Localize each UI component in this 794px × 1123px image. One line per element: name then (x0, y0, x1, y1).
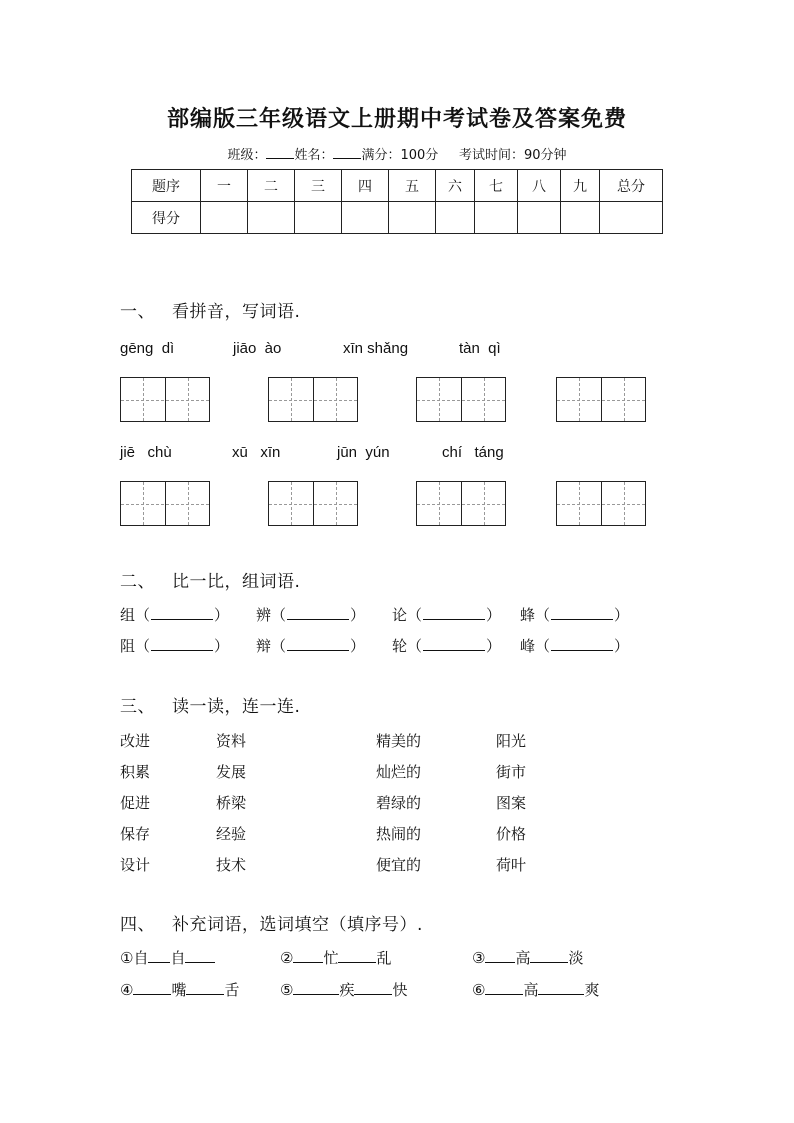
answer-blank[interactable] (423, 636, 485, 651)
pinyin-label: gēng dì (120, 340, 175, 357)
connect-word[interactable]: 技术 (216, 856, 247, 874)
writing-grid[interactable] (120, 481, 210, 526)
connect-word[interactable]: 价格 (496, 825, 527, 843)
fill-word: ⑤ 疾 快 (280, 981, 408, 999)
section-1-heading (120, 297, 300, 322)
answer-blank[interactable] (133, 980, 171, 995)
connect-word[interactable]: 热闹的 (376, 825, 422, 843)
connect-word[interactable]: 便宜的 (376, 856, 422, 874)
name-blank (333, 146, 361, 159)
score-cell[interactable] (248, 202, 295, 234)
score-cell[interactable] (201, 202, 248, 234)
pinyin-label: jūn yún (337, 444, 390, 461)
writing-grid[interactable] (268, 481, 358, 526)
answer-blank[interactable] (287, 636, 349, 651)
header-cell: 八 (518, 170, 561, 202)
section-title: 看拼音，写词语. (172, 302, 301, 322)
connect-word[interactable]: 促进 (120, 794, 151, 812)
connect-word[interactable]: 设计 (120, 856, 151, 874)
header-cell: 七 (475, 170, 518, 202)
full-score: 满分：100分 (361, 148, 439, 163)
compare-item: 峰（ ） (520, 637, 630, 655)
connect-word[interactable]: 桥梁 (216, 794, 247, 812)
answer-blank[interactable] (530, 948, 568, 963)
class-label: 班级： (227, 148, 267, 163)
answer-blank[interactable] (551, 636, 613, 651)
answer-blank[interactable] (538, 980, 584, 995)
header-cell: 题序 (132, 170, 201, 202)
connect-word[interactable]: 发展 (216, 763, 247, 781)
answer-blank[interactable] (151, 636, 213, 651)
score-value-row (132, 202, 663, 234)
answer-blank[interactable] (185, 948, 215, 963)
writing-grid[interactable] (416, 377, 506, 422)
answer-blank[interactable] (354, 980, 392, 995)
header-cell: 一 (201, 170, 248, 202)
writing-grid[interactable] (416, 481, 506, 526)
pinyin-label: chí táng (442, 444, 504, 461)
header-cell: 二 (248, 170, 295, 202)
section-3-heading (120, 692, 300, 717)
pinyin-label: xīn shǎng (343, 340, 409, 357)
section-number: 三、 (120, 697, 155, 717)
connect-word[interactable]: 保存 (120, 825, 151, 843)
connect-word[interactable]: 街市 (496, 763, 527, 781)
section-title: 补充词语，选词填空（填序号）. (172, 915, 423, 935)
exam-info (0, 144, 794, 163)
score-header-row (132, 170, 663, 202)
score-table (131, 169, 663, 234)
connect-word[interactable]: 经验 (216, 825, 247, 843)
answer-blank[interactable] (293, 980, 339, 995)
section-number: 一、 (120, 302, 155, 322)
score-cell[interactable] (600, 202, 663, 234)
section-title: 比一比，组词语. (172, 572, 301, 592)
compare-item: 论（ ） (392, 606, 502, 624)
header-cell: 五 (389, 170, 436, 202)
score-cell[interactable] (475, 202, 518, 234)
header-cell: 九 (561, 170, 600, 202)
connect-word[interactable]: 阳光 (496, 732, 527, 750)
answer-blank[interactable] (287, 605, 349, 620)
connect-word[interactable]: 资料 (216, 732, 247, 750)
section-4-heading (120, 910, 423, 935)
score-cell[interactable] (389, 202, 436, 234)
fill-word: ⑥ 高 爽 (472, 981, 600, 999)
score-cell[interactable] (561, 202, 600, 234)
compare-item: 阻（ ） (120, 637, 230, 655)
answer-blank[interactable] (151, 605, 213, 620)
header-cell: 三 (295, 170, 342, 202)
writing-grid[interactable] (556, 377, 646, 422)
compare-item: 轮（ ） (392, 637, 502, 655)
answer-blank[interactable] (551, 605, 613, 620)
answer-blank[interactable] (186, 980, 224, 995)
section-2-heading (120, 567, 300, 592)
pinyin-label: xū xīn (232, 444, 281, 461)
compare-item: 组（ ） (120, 606, 230, 624)
answer-blank[interactable] (485, 948, 515, 963)
name-label: 姓名： (294, 148, 334, 163)
compare-item: 辩（ ） (256, 637, 366, 655)
answer-blank[interactable] (293, 948, 323, 963)
connect-word[interactable]: 碧绿的 (376, 794, 422, 812)
pinyin-label: jiāo ào (233, 340, 282, 357)
section-number: 二、 (120, 572, 155, 592)
fill-word: ③ 高 淡 (472, 949, 584, 967)
pinyin-label: tàn qì (459, 340, 501, 357)
section-title: 读一读，连一连. (172, 697, 301, 717)
answer-blank[interactable] (148, 948, 170, 963)
section-number: 四、 (120, 915, 155, 935)
fill-word: ② 忙 乱 (280, 949, 392, 967)
score-cell[interactable] (518, 202, 561, 234)
score-cell[interactable] (436, 202, 475, 234)
score-cell[interactable] (295, 202, 342, 234)
connect-word[interactable]: 积累 (120, 763, 151, 781)
writing-grid[interactable] (556, 481, 646, 526)
fill-word: ①自 自 (120, 947, 215, 968)
header-cell: 四 (342, 170, 389, 202)
writing-grid[interactable] (268, 377, 358, 422)
connect-word[interactable]: 图案 (496, 794, 527, 812)
class-blank (266, 146, 294, 159)
answer-blank[interactable] (338, 948, 376, 963)
connect-word[interactable]: 灿烂的 (376, 763, 422, 781)
writing-grid[interactable] (120, 377, 210, 422)
header-cell: 六 (436, 170, 475, 202)
compare-item: 蜂（ ） (520, 606, 630, 624)
page-title: 部编版三年级语文上册期中考试卷及答案免费 (166, 106, 627, 132)
compare-item: 辨（ ） (256, 606, 366, 624)
answer-blank[interactable] (423, 605, 485, 620)
header-cell: 总分 (600, 170, 663, 202)
connect-word[interactable]: 精美的 (376, 732, 422, 750)
connect-word[interactable]: 荷叶 (496, 856, 527, 874)
fill-word: ④ 嘴 舌 (120, 981, 240, 999)
pinyin-label: jiē chù (120, 444, 172, 461)
connect-word[interactable]: 改进 (120, 732, 151, 750)
exam-time: 考试时间：90分钟 (458, 148, 567, 163)
row-label: 得分 (132, 202, 201, 234)
score-cell[interactable] (342, 202, 389, 234)
answer-blank[interactable] (485, 980, 523, 995)
